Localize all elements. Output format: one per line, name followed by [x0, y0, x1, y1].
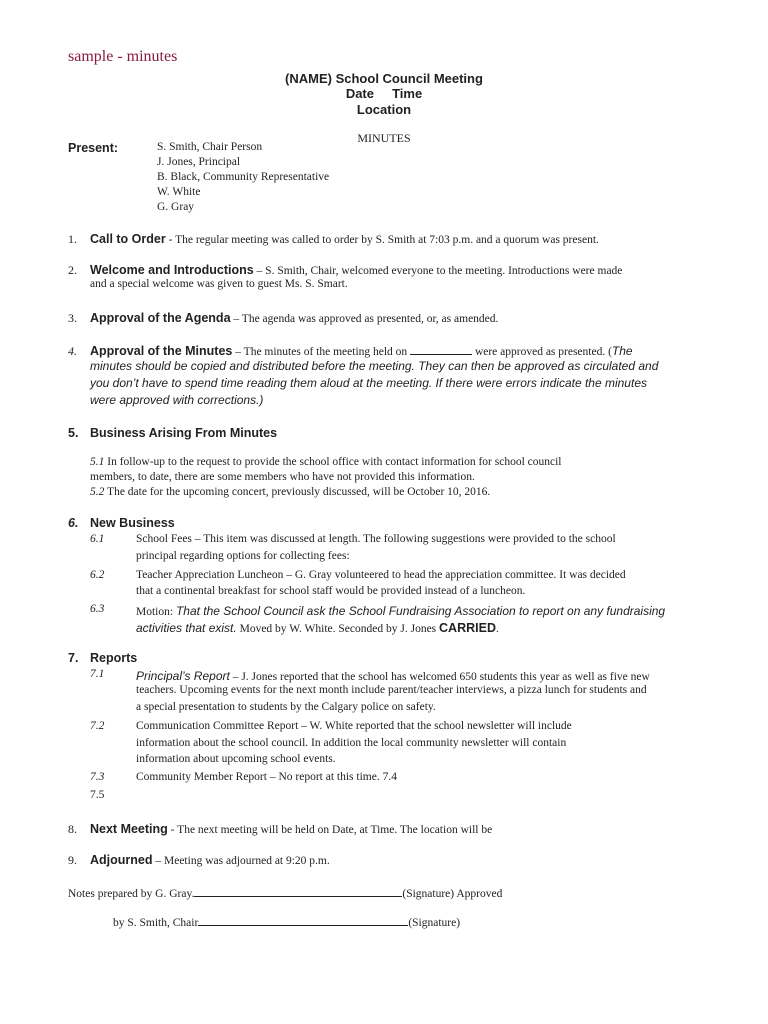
item-text: and a special welcome was given to guest Ms. S. Smart.	[90, 278, 348, 290]
present-member: W. White	[157, 186, 201, 198]
item-number: 9.	[68, 853, 77, 867]
item-number: 3.	[68, 311, 77, 325]
principal-report-line	[136, 667, 650, 685]
item-text: - The next meeting will be held on Date, at Time. The location will be	[167, 824, 493, 836]
item-approval-agenda	[90, 309, 498, 327]
item-number: 2.	[68, 263, 77, 277]
meeting-date: Date	[345, 86, 374, 101]
sub-item-number: 6.3	[90, 603, 105, 615]
signature-blank	[198, 914, 408, 926]
minutes-heading: MINUTES	[357, 131, 411, 145]
sub-item-number: 7.3	[90, 771, 105, 783]
meeting-date-time	[0, 86, 768, 101]
present-label: Present:	[68, 141, 119, 155]
sub-item-text: members, to date, there are some members who have not provided this information.	[90, 471, 475, 483]
item-title: Business Arising From Minutes	[90, 426, 278, 440]
item-number: 8.	[68, 822, 77, 836]
sub-item-text: information about upcoming school events.	[136, 753, 336, 765]
item-title: New Business	[90, 516, 175, 530]
sub-item-text: a special presentation to students by the Calgary police on safety.	[136, 701, 436, 713]
item-number: 6.	[68, 516, 79, 530]
item-welcome	[90, 261, 622, 279]
item-text: – Meeting was adjourned at 9:20 p.m.	[152, 855, 330, 867]
sub-item-text: Teacher Appreciation Luncheon – G. Gray volunteered to head the appreciation committee. It was decided	[136, 569, 626, 581]
sub-item	[90, 486, 490, 498]
sub-item-number: 6.1	[90, 533, 105, 545]
document-label: sample - minutes	[68, 48, 178, 65]
item-adjourned	[90, 851, 330, 869]
motion-line	[136, 602, 665, 620]
signature-suffix: (Signature) Approved	[402, 888, 503, 900]
item-title: Next Meeting	[90, 822, 168, 836]
motion-period: .	[495, 623, 499, 635]
sub-item	[90, 456, 562, 468]
item-note: minutes should be copied and distributed before the meeting. They can then be approved as circulated and	[90, 359, 659, 373]
meeting-title: (NAME) School Council Meeting	[285, 71, 483, 86]
item-text: - The regular meeting was called to order by S. Smith at 7:03 p.m. and a quorum was present.	[165, 234, 599, 246]
item-number: 4.	[68, 344, 77, 358]
item-approval-minutes	[90, 342, 633, 360]
item-title: Approval of the Minutes	[90, 344, 233, 358]
item-title: Welcome and Introductions	[90, 263, 254, 277]
present-member: S. Smith, Chair Person	[157, 141, 263, 153]
sub-item-number: 5.2	[90, 486, 105, 498]
item-call-to-order	[90, 230, 599, 248]
item-text: – The agenda was approved as presented, or, as amended.	[230, 313, 499, 325]
item-next-meeting	[90, 820, 492, 838]
motion-text: activities that exist.	[136, 621, 237, 635]
sub-item-title: Principal’s Report	[136, 669, 230, 683]
present-member: G. Gray	[157, 201, 195, 213]
sub-item-number: 7.1	[90, 668, 105, 680]
item-note: you don’t have to spend time reading them aloud at the meeting. If there were errors indicate the minutes	[90, 376, 647, 390]
item-title: Call to Order	[90, 232, 166, 246]
item-text: were approved as presented. (	[472, 346, 612, 358]
sub-item-text: that a continental breakfast for school staff would be provided instead of a luncheon.	[136, 585, 526, 597]
item-text: – The minutes of the meeting held on	[232, 346, 411, 358]
sub-item-number: 7.5	[90, 789, 105, 801]
meeting-location: Location	[356, 102, 412, 117]
item-note: The	[611, 344, 633, 358]
sub-item-number: 5.1	[90, 456, 105, 468]
item-number: 5.	[68, 426, 79, 440]
meeting-time: Time	[392, 86, 423, 101]
sub-item-text: School Fees – This item was discussed at length. The following suggestions were provided to the school	[136, 533, 616, 545]
signature-prefix: by S. Smith, Chair	[113, 917, 199, 929]
sub-item-text: The date for the upcoming concert, previously discussed, will be October 10, 2016.	[104, 486, 491, 498]
sub-item-number: 7.2	[90, 720, 105, 732]
signature-line-approval	[113, 914, 460, 929]
signature-suffix: (Signature)	[408, 917, 461, 929]
item-title: Reports	[90, 651, 138, 665]
sub-item-text: – J. Jones reported that the school has welcomed 650 students this year as well as five new	[229, 671, 650, 683]
present-member: J. Jones, Principal	[157, 156, 241, 168]
signature-blank	[194, 885, 402, 897]
sub-item-text: In follow-up to the request to provide the school office with contact information for school council	[104, 456, 562, 468]
motion-text: That the School Council ask the School Fundraising Association to report on any fundraising	[175, 604, 666, 618]
sub-item-number: 6.2	[90, 569, 105, 581]
item-number: 1.	[68, 232, 77, 246]
sub-item-text: principal regarding options for collecting fees:	[136, 550, 350, 562]
motion-mover: Moved by W. White. Seconded by J. Jones	[236, 623, 440, 635]
sub-item-text: Communication Committee Report – W. White reported that the school newsletter will include	[136, 720, 572, 732]
meeting-date-blank	[410, 344, 472, 355]
item-title: Approval of the Agenda	[90, 311, 231, 325]
signature-line-notes	[68, 885, 502, 900]
motion-label: Motion:	[136, 606, 176, 618]
sub-item-text: information about the school council. In addition the local community newsletter will contain	[136, 737, 567, 749]
item-note: were approved with corrections.)	[90, 393, 264, 407]
signature-prefix: Notes prepared by G. Gray.	[68, 888, 195, 900]
motion-result: CARRIED	[439, 621, 496, 635]
item-text: – S. Smith, Chair, welcomed everyone to the meeting. Introductions were made	[253, 265, 623, 277]
item-number: 7.	[68, 651, 79, 665]
sub-item-text: Community Member Report – No report at this time. 7.4	[136, 771, 397, 783]
item-title: Adjourned	[90, 853, 153, 867]
motion-line	[136, 619, 499, 637]
sub-item-text: teachers. Upcoming events for the next month include parent/teacher interviews, a pizza lunch for students and	[136, 684, 647, 696]
present-member: B. Black, Community Representative	[157, 171, 330, 183]
